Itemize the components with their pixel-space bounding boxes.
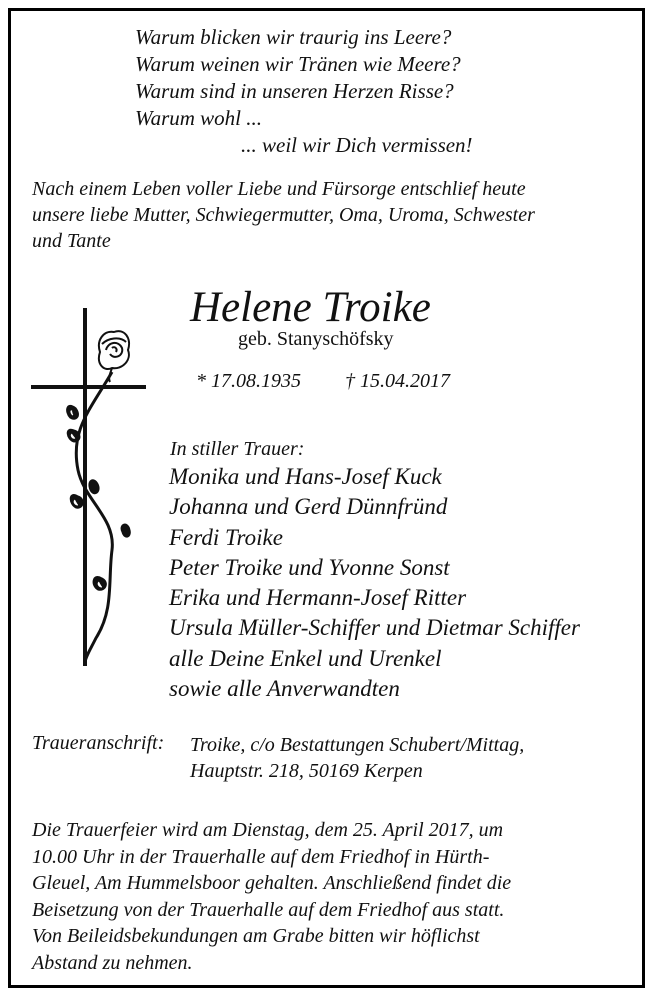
notice-line: 10.00 Uhr in der Trauerhalle auf dem Friedhof in Hürth- — [32, 845, 490, 868]
poem — [135, 24, 473, 159]
notice-line: Gleuel, Am Hummelsboor gehalten. Anschließend findet die — [32, 872, 512, 894]
poem-line: Warum sind in unseren Herzen Risse? — [135, 79, 454, 103]
mourner: alle Deine Enkel und Urenkel — [169, 645, 442, 671]
intro-line: Nach einem Leben voller Liebe und Fürsorge entschlief heute — [32, 178, 526, 200]
mourner: Ferdi Troike — [169, 524, 283, 550]
mourner: Johanna und Gerd Dünnfründ — [169, 494, 448, 520]
death-date: † 15.04.2017 — [345, 370, 450, 392]
intro-line: und Tante — [32, 230, 111, 252]
mourner: Monika und Hans-Josef Kuck — [169, 464, 442, 489]
poem-line: Warum wohl ... — [135, 106, 262, 130]
address-label: Traueranschrift: — [32, 732, 165, 754]
poem-line: ... weil wir Dich vermissen! — [241, 133, 473, 157]
mourning-title: In stiller Trauer: — [170, 438, 305, 460]
intro-text — [32, 176, 632, 254]
notice-line: Die Trauerfeier wird am Dienstag, dem 25. April 2017, um — [32, 819, 504, 841]
cross-with-rose-icon — [28, 300, 153, 672]
notice-line: Von Beileidsbekundungen am Grabe bitten wir höflichst — [32, 925, 480, 947]
notice-line: Abstand zu nehmen. — [32, 951, 193, 974]
birth-date: * 17.08.1935 — [196, 370, 301, 392]
funeral-notice — [32, 817, 511, 976]
mourner: Ursula Müller-Schiffer und Dietmar Schiffer — [169, 615, 580, 641]
notice-line: Beisetzung von der Trauerhalle auf dem Friedhof aus statt. — [32, 898, 505, 921]
address-line: Troike, c/o Bestattungen Schubert/Mittag, — [190, 734, 525, 756]
deceased-name: Helene Troike — [190, 284, 431, 331]
mourner: Peter Troike und Yvonne Sonst — [169, 554, 450, 580]
address-line: Hauptstr. 218, 50169 Kerpen — [190, 760, 423, 782]
poem-line: Warum blicken wir traurig ins Leere? — [135, 25, 452, 49]
mourner: Erika und Hermann-Josef Ritter — [169, 585, 467, 611]
mourner: sowie alle Anverwandten — [169, 676, 400, 702]
poem-line: Warum weinen wir Tränen wie Meere? — [135, 52, 461, 76]
maiden-name: geb. Stanyschöfsky — [238, 328, 394, 350]
mourning-address — [190, 732, 524, 784]
intro-line: unsere liebe Mutter, Schwiegermutter, Oma, Uroma, Schwester — [32, 204, 535, 226]
mourners-list — [169, 462, 580, 704]
